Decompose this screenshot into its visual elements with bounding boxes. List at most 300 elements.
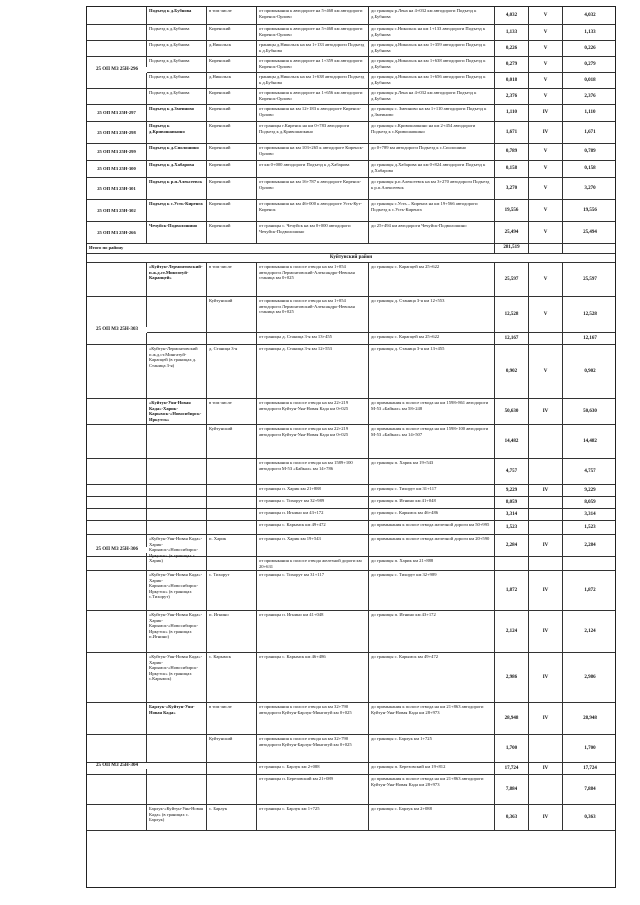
road-code-cell [87, 345, 147, 398]
to-cell: до границы р.Лена на 4+032 км автодороги Подъезд к д.Бубнова [369, 7, 495, 24]
table-row [87, 775, 615, 805]
table-row [87, 144, 615, 161]
table-row [87, 805, 615, 831]
dist-cell [207, 497, 257, 508]
tot-cell: 0,902 [584, 368, 596, 374]
cat-cell: V [529, 263, 563, 296]
dist-cell: с. Карымск [207, 653, 257, 702]
cat-cell: V [529, 57, 563, 72]
from-cell: от примыкания к полосе отвода на км 1589+100 автодороги М-53 «Байкал» км 14+786 [257, 459, 369, 484]
tot-cell: 1,523 [584, 524, 596, 530]
from-cell: от примыкания к автодороге на 1+656 км автодороги Киренск-Орлово [257, 89, 369, 104]
tot-cell: 4,032 [584, 12, 596, 18]
name-cell: Барлук-«Куйтун-Уян-Новая Када» [147, 703, 207, 734]
dist-cell [207, 485, 257, 496]
from-cell: границы д.Никольск на км 1+133 автодороги Подъезд к д.Бубнова [257, 41, 369, 56]
total-value: 281,519 [495, 244, 529, 253]
cat-cell [529, 509, 563, 520]
tot-cell: 25,494 [583, 229, 597, 235]
to-cell: до границы п. Игнино км 41+048 [369, 497, 495, 508]
len-cell: 1,110 [495, 105, 529, 121]
from-cell: от границы п. Березовский км 21+089 [257, 775, 369, 804]
tot-cell: 14,482 [583, 438, 597, 444]
tot-cell: 1,872 [584, 587, 596, 593]
road-code-cell [87, 557, 147, 570]
to-cell: до границы с. Барлук км 2+088 [369, 805, 495, 830]
road-code-label: 25 ОП МЗ 25Н-306 [87, 547, 147, 553]
road-code-cell [87, 703, 147, 734]
cat-cell: V [529, 200, 563, 221]
table-row [87, 735, 615, 763]
cat-cell: IV [529, 105, 563, 121]
road-code-cell [87, 611, 147, 652]
name-cell [147, 509, 207, 520]
tot-cell: 0,363 [584, 814, 596, 820]
table-row [87, 41, 615, 57]
name-cell [147, 297, 207, 332]
name-cell: Барлук-«Куйтун-Уян-Новая Када» (в границах с. Барлук) [147, 805, 207, 830]
len-cell: 0,279 [495, 57, 529, 72]
road-code-cell: 25 ОП МЗ 25Н-299 [87, 144, 147, 160]
table-row [87, 703, 615, 735]
to-cell: до границы с. Карапцей км 25+622 [369, 333, 495, 344]
table-row [87, 7, 615, 25]
tot-cell: 50,630 [583, 408, 597, 414]
dist-cell: Киренский [207, 105, 257, 121]
road-code-cell [87, 805, 147, 830]
name-cell: Подъезд к с.Усть-Киренга [147, 200, 207, 221]
name-cell: «Куйтун-Уян-Новая Када»-Харик-Карымск-«Новосибирск-Иркутск» (в границах п.Игнино) [147, 611, 207, 652]
road-code-label: 25 ОП МЗ 25Н-303 [87, 327, 147, 333]
len-cell: 2,376 [495, 89, 529, 104]
name-cell: Подъезд к д.Сполошино [147, 144, 207, 160]
from-cell: от границы с. Тихорут км 31+117 [257, 571, 369, 610]
dist-cell: Киренский [207, 57, 257, 72]
road-code-cell [87, 7, 147, 24]
from-cell: от примыкания на км 16+787 к автодороге Киренск-Орлово [257, 178, 369, 199]
dist-cell: в том числе [207, 263, 257, 296]
len-cell: 0,789 [495, 144, 529, 160]
len-cell: 14,482 [495, 425, 529, 458]
table-row [87, 105, 615, 122]
to-cell: до примыкания к полосе отвода на км 1598+861 автодороги М-53 «Байкал» км 58+248 [369, 399, 495, 424]
total-label: Итого по району [87, 244, 495, 253]
table-row [87, 653, 615, 703]
len-cell: 7,884 [495, 775, 529, 804]
name-cell: «Куйтун-Лермонтовский-п.ж.д.ст.Мингатуй-Карапцей» [147, 263, 207, 296]
name-cell [147, 763, 207, 774]
len-cell: 2,986 [495, 653, 529, 702]
len-cell: 0,363 [495, 805, 529, 830]
name-cell: Подъезд к д.Кривошапкино [147, 122, 207, 143]
from-cell: от примыкания на км 12+183 к автодороге Киренск-Орлово [257, 105, 369, 121]
tot-cell: 7,884 [584, 786, 596, 792]
len-cell: 3,314 [495, 509, 529, 520]
len-cell: 1,700 [495, 735, 529, 762]
name-cell [147, 425, 207, 458]
road-code-cell: 25 ОП МЗ 25Н-300 [87, 161, 147, 177]
cat-cell: IV [529, 571, 563, 610]
cat-cell: V [529, 73, 563, 88]
to-cell: до границы р.п.Алексеевск на км 3+270 автодороги Подъезд к р.п.Алексеевск [369, 178, 495, 199]
table-row [87, 425, 615, 459]
cat-cell: V [529, 297, 563, 332]
dist-cell: Киренский [207, 122, 257, 143]
to-cell: до границы с. Карымск км 46+486 [369, 509, 495, 520]
from-cell: от границы с. Карымск км 49+472 [257, 521, 369, 534]
len-cell: 12,528 [495, 297, 529, 332]
dist-cell [207, 521, 257, 534]
tot-cell: 0,226 [584, 45, 596, 51]
road-code-cell [87, 775, 147, 804]
table-row [87, 222, 615, 244]
dist-cell: Киренский [207, 200, 257, 221]
dist-cell: с. Тихорут [207, 571, 257, 610]
table-row [87, 333, 615, 345]
tot-cell: 25,597 [583, 276, 597, 282]
empty-cell [563, 244, 617, 253]
dist-cell: Куйтунский [207, 735, 257, 762]
cat-cell: IV [529, 535, 563, 556]
name-cell: Подъезд к р.п.Алексеевск [147, 178, 207, 199]
road-code-cell [87, 509, 147, 520]
cat-cell: V [529, 41, 563, 56]
road-code-cell [87, 425, 147, 458]
dist-cell [207, 775, 257, 804]
table-row [87, 73, 615, 89]
cat-cell: IV [529, 611, 563, 652]
cat-cell [529, 459, 563, 484]
name-cell [147, 497, 207, 508]
cat-cell [529, 557, 563, 570]
to-cell: до границы д. Станица 3-я км 12+553 [369, 297, 495, 332]
road-code-cell: 25 ОП МЗ 25Н-302 [87, 200, 147, 221]
tot-cell: 1,700 [584, 745, 596, 751]
to-cell: до границы д.Хабарова на км 0+824 автодороги Подъезд к д.Хабарова [369, 161, 495, 177]
len-cell [495, 557, 529, 570]
dist-cell: Киренский [207, 144, 257, 160]
name-cell: Чечуйск-Подволошино [147, 222, 207, 243]
from-cell: от границы п. Игнино км 43+172 [257, 509, 369, 520]
table-row [87, 122, 615, 144]
to-cell: до 0+789 км автодороги Подъезд к с.Сполошино [369, 144, 495, 160]
to-cell: до примыкания к полосе отвода железной дороги км 50+995 [369, 521, 495, 534]
road-code-cell: 25 ОП МЗ 25Н-297 [87, 105, 147, 121]
from-cell: от примыкания на км 46+000 к автодороге Усть-Кут-Киренск [257, 200, 369, 221]
dist-cell [207, 509, 257, 520]
table-row [87, 485, 615, 497]
to-cell: до границы д.Никольск на км 1+656 автодороги Подъезд к д.Бубнова [369, 73, 495, 88]
table-row [87, 557, 615, 571]
tot-cell: 2,376 [584, 93, 596, 99]
len-cell: 25,494 [495, 222, 529, 243]
road-code-cell [87, 25, 147, 40]
road-code-cell [87, 735, 147, 762]
cat-cell [529, 775, 563, 804]
name-cell [147, 735, 207, 762]
to-cell: до границы с. Карымск км 49+472 [369, 653, 495, 702]
tot-cell: 3,270 [584, 185, 596, 191]
to-cell: до границы п. Игнино км 43+172 [369, 611, 495, 652]
dist-cell [207, 333, 257, 344]
from-cell: от границы п. Игнино км 41+048 [257, 611, 369, 652]
table-row [87, 297, 615, 333]
dist-cell: в том числе [207, 703, 257, 734]
dist-cell: с. Барлук [207, 805, 257, 830]
dist-cell: п. Харик [207, 535, 257, 556]
name-cell: Подъезд к д.Змеиново [147, 105, 207, 121]
dist-cell: п. Игнино [207, 611, 257, 652]
tot-cell: 0,158 [584, 166, 596, 172]
to-cell: до границы с.Усть – Киренга на км 19+566 автодороги Подъезд к с.Усть-Киренга [369, 200, 495, 221]
table-row [87, 611, 615, 653]
name-cell [147, 485, 207, 496]
table-row [87, 521, 615, 535]
to-cell: до границы д.Никольск на км 1+638 автодороги Подъезд к д.Бубнова [369, 57, 495, 72]
dist-cell: д. Станица 3-я [207, 345, 257, 398]
cat-cell: IV [529, 122, 563, 143]
from-cell: от примыкания к полосе отвода на км 32+790 автодороги Куйтун-Барлук-Мингатуй км 0+025 [257, 735, 369, 762]
len-cell: 0,158 [495, 161, 529, 177]
tot-cell: 28,948 [583, 715, 597, 721]
cat-cell: IV [529, 653, 563, 702]
from-cell: от границы с. Барлук км 2+088 [257, 763, 369, 774]
road-code-cell [87, 521, 147, 534]
from-cell: от границы п. Харик км 21+888 [257, 485, 369, 496]
cat-cell [529, 425, 563, 458]
name-cell: «Куйтун-Уян-Новая Када»-Харик-Карымск-«Новосибирск-Иркутск» (в границах с.Тихорут) [147, 571, 207, 610]
len-cell: 3,270 [495, 178, 529, 199]
len-cell: 9,229 [495, 485, 529, 496]
cat-cell: V [529, 222, 563, 243]
road-code-label: 25 ОП МЗ 25Н-304 [87, 763, 147, 769]
to-cell: до границы д. Станица 3-я км 13+455 [369, 345, 495, 398]
table-row [87, 89, 615, 105]
road-code-cell [87, 41, 147, 56]
table-row [87, 200, 615, 222]
name-cell [147, 775, 207, 804]
len-cell: 4,757 [495, 459, 529, 484]
from-cell: от примыкания к автодороге на 5+468 км автодороги Киренск-Орлово [257, 25, 369, 40]
road-code-cell [87, 653, 147, 702]
table-row [87, 25, 615, 41]
to-cell: до границы с. Барлук км 1+725 [369, 735, 495, 762]
len-cell: 19,556 [495, 200, 529, 221]
tot-cell: 17,724 [583, 765, 597, 771]
dist-cell: Киренский [207, 222, 257, 243]
dist-cell [207, 459, 257, 484]
cat-cell: V [529, 89, 563, 104]
road-registry-table [86, 6, 616, 888]
tot-cell: 4,757 [584, 468, 596, 474]
name-cell: Подъезд к д.Бубнова [147, 25, 207, 40]
len-cell: 25,597 [495, 263, 529, 296]
from-cell: от примыкания к полосе отвода на км 32+790 автодороги Куйтун-Барлук-Мингатуй км 0+025 [257, 703, 369, 734]
from-cell: от границы с. Тихорут км 32+989 [257, 497, 369, 508]
from-cell: от примыкания на км 103+265 к автодороге Киренск-Орлово [257, 144, 369, 160]
cat-cell: IV [529, 703, 563, 734]
from-cell: от примыкания к полосе отвода на км 22+219 автодороги Куйтун-Уян-Новая Када км 0+025 [257, 425, 369, 458]
name-cell: «Куйтун-Уян-Новая Када»-Харик-Карымск-«Новосибирск-Иркутск» (в границах с.Карымск) [147, 653, 207, 702]
cat-cell: V [529, 345, 563, 398]
name-cell [147, 557, 207, 570]
tot-cell [563, 557, 617, 570]
table-row [87, 57, 615, 73]
cat-cell: IV [529, 763, 563, 774]
dist-cell [207, 557, 257, 570]
cat-cell [529, 497, 563, 508]
cat-cell: IV [529, 399, 563, 424]
road-code-cell [87, 571, 147, 610]
cat-cell: V [529, 144, 563, 160]
table-row [87, 178, 615, 200]
to-cell: до 25+494 км автодороги Чечуйск-Подволошино [369, 222, 495, 243]
tot-cell: 0,279 [584, 61, 596, 67]
from-cell: от границы с. Чечуйск на км 0+000 автодороги Чечуйск-Подволошино [257, 222, 369, 243]
table-row [87, 459, 615, 485]
section-title: Куйтунский район [87, 254, 615, 263]
len-cell: 12,167 [495, 333, 529, 344]
name-cell: «Куйтун-Лермонтовский п.ж.д.ст.Мингатуй-Карапцей (в границах д. Станица 3-я) [147, 345, 207, 398]
len-cell: 1,872 [495, 571, 529, 610]
table-row [87, 263, 615, 297]
len-cell: 4,032 [495, 7, 529, 24]
total-row [87, 244, 615, 254]
to-cell: до границы п. Березовский км 19+812 [369, 763, 495, 774]
name-cell: Подъезд к д.Бубнова [147, 57, 207, 72]
tot-cell: 9,229 [584, 487, 596, 493]
to-cell: до границы с. Тихорут км 32+989 [369, 571, 495, 610]
cat-cell: V [529, 7, 563, 24]
dist-cell: Киренский [207, 25, 257, 40]
cat-cell [529, 521, 563, 534]
table-row [87, 399, 615, 425]
len-cell: 1,671 [495, 122, 529, 143]
table-row [87, 509, 615, 521]
road-code-cell [87, 333, 147, 344]
to-cell: до границы с.Никольск на км 1+133 автодороги Подъезд к д.Бубнова [369, 25, 495, 40]
table-row [87, 571, 615, 611]
dist-cell [207, 763, 257, 774]
len-cell: 50,630 [495, 399, 529, 424]
len-cell: 2,124 [495, 611, 529, 652]
name-cell [147, 333, 207, 344]
dist-cell: д.Никольск [207, 73, 257, 88]
dist-cell: Киренский [207, 178, 257, 199]
to-cell: до примыкания к полосе отвода на км 21+863 автодороги Куйтун-Уян-Новая Када км 28+973 [369, 703, 495, 734]
tot-cell: 1,110 [584, 110, 596, 116]
tot-cell: 1,671 [584, 129, 596, 135]
from-cell: от примыкания к автодороге на 1+359 км автодороги Киренск-Орлово [257, 57, 369, 72]
to-cell: до границы р.Лена на 4+032 км автодороги Подъезд к д.Бубнова [369, 89, 495, 104]
road-code-label: 25 ОП МЗ 25Н-296 [87, 67, 147, 73]
tot-cell: 2,124 [584, 628, 596, 634]
tot-cell: 2,986 [584, 674, 596, 680]
from-cell: от границы д. Станица 3-я км 12+553 [257, 345, 369, 398]
cat-cell: IV [529, 805, 563, 830]
road-code-cell [87, 73, 147, 88]
road-code-cell: 25 ОП МЗ 25Н-301 [87, 178, 147, 199]
road-code-cell: 25 ОП МЗ 25Н-266 [87, 222, 147, 243]
name-cell [147, 521, 207, 534]
from-cell: от примыкания к полосе отвода на км 1+054 автодороги Лермонтовский-Александро-Невская станица км 0+025 [257, 263, 369, 296]
dist-cell: в том числе [207, 399, 257, 424]
from-cell: от границы г.Киренск на км 0+783 автодороги Подъезд к д.Кривошапкино [257, 122, 369, 143]
to-cell: до границы д.Никольск на км 1+359 автодороги Подъезд к д.Бубнова [369, 41, 495, 56]
to-cell: до границы с. Карапцей км 25+622 [369, 263, 495, 296]
dist-cell: в том числе [207, 7, 257, 24]
road-code-cell: 25 ОП МЗ 25Н-298 [87, 122, 147, 143]
len-cell: 2,284 [495, 535, 529, 556]
to-cell: до примыкания к полосе отвода на км 1598+100 автодороги М-53 «Байкал» км 14+507 [369, 425, 495, 458]
len-cell: 8,059 [495, 497, 529, 508]
name-cell: Подъезд к д.Бубнова [147, 7, 207, 24]
from-cell: границы д.Никольск на км 1+638 автодороги Подъезд к д.Бубнова [257, 73, 369, 88]
to-cell: до границы с.Кривошапкино на км 2+454 автодороги Подъезд к с.Кривошапкино [369, 122, 495, 143]
cat-cell [529, 735, 563, 762]
to-cell: до границы с. Змеиново на км 1+110 автодороги Подъезд к д.Змеиново [369, 105, 495, 121]
name-cell: «Куйтун-Уян-Новая Када»-Харик-Карымск-«Новосибирск-Иркутск» [147, 399, 207, 424]
from-cell: от границы с. Барлук км 1+725 [257, 805, 369, 830]
road-code-cell [87, 485, 147, 496]
from-cell: от примыкания к полосе отвода на км 22+219 автодороги Куйтун-Уян-Новая Када км 0+025 [257, 399, 369, 424]
name-cell: «Куйтун-Уян-Новая Када»-Харик-Карымск-«Новосибирск-Иркутск» (в границах с. Харик) [147, 535, 207, 556]
to-cell: до примыкания к полосе отвода на км 21+863 автодороги Куйтун-Уян-Новая Када км 28+973 [369, 775, 495, 804]
name-cell: Подъезд к д.Бубнова [147, 73, 207, 88]
tot-cell: 0,018 [584, 77, 596, 83]
to-cell: до границы с. Тихорут км 31+117 [369, 485, 495, 496]
tot-cell: 19,556 [583, 207, 597, 213]
road-code-cell [87, 263, 147, 296]
from-cell: от примыкания к автодороге на 5+468 км автодороги Киренск-Орлово [257, 7, 369, 24]
dist-cell: Куйтунский [207, 297, 257, 332]
len-cell: 1,523 [495, 521, 529, 534]
table-row [87, 497, 615, 509]
table-row [87, 763, 615, 775]
len-cell: 1,133 [495, 25, 529, 40]
name-cell [147, 459, 207, 484]
name-cell: Подъезд к д.Хабарова [147, 161, 207, 177]
tot-cell: 2,284 [584, 542, 596, 548]
tot-cell: 12,167 [583, 335, 597, 341]
dist-cell: Киренский [207, 161, 257, 177]
from-cell: от км 0+000 автодороги Подъезд к д.Хабарова [257, 161, 369, 177]
len-cell: 0,902 [495, 345, 529, 398]
cat-cell: V [529, 25, 563, 40]
dist-cell: Куйтунский [207, 425, 257, 458]
to-cell: до границы п. Харик км 21+888 [369, 557, 495, 570]
tot-cell: 8,059 [584, 499, 596, 505]
from-cell: от границы д. Станица 3-я км 13+455 [257, 333, 369, 344]
table-row [87, 161, 615, 178]
len-cell: 28,948 [495, 703, 529, 734]
tot-cell: 0,789 [584, 149, 596, 155]
road-code-cell [87, 459, 147, 484]
len-cell: 17,724 [495, 763, 529, 774]
road-code-cell [87, 399, 147, 424]
empty-cell [529, 244, 563, 253]
tot-cell: 12,528 [583, 311, 597, 317]
dist-cell: Киренский [207, 89, 257, 104]
to-cell: до примыкания к полосе отвода железной дороги км 20+590 [369, 535, 495, 556]
cat-cell: V [529, 161, 563, 177]
cat-cell [529, 333, 563, 344]
from-cell: от границы п. Харик км 19+543 [257, 535, 369, 556]
cat-cell: V [529, 178, 563, 199]
from-cell: от примыкания к полосе отвода железной дороги км 20+631 [257, 557, 369, 570]
dist-cell: д.Никольск [207, 41, 257, 56]
table-row [87, 345, 615, 399]
